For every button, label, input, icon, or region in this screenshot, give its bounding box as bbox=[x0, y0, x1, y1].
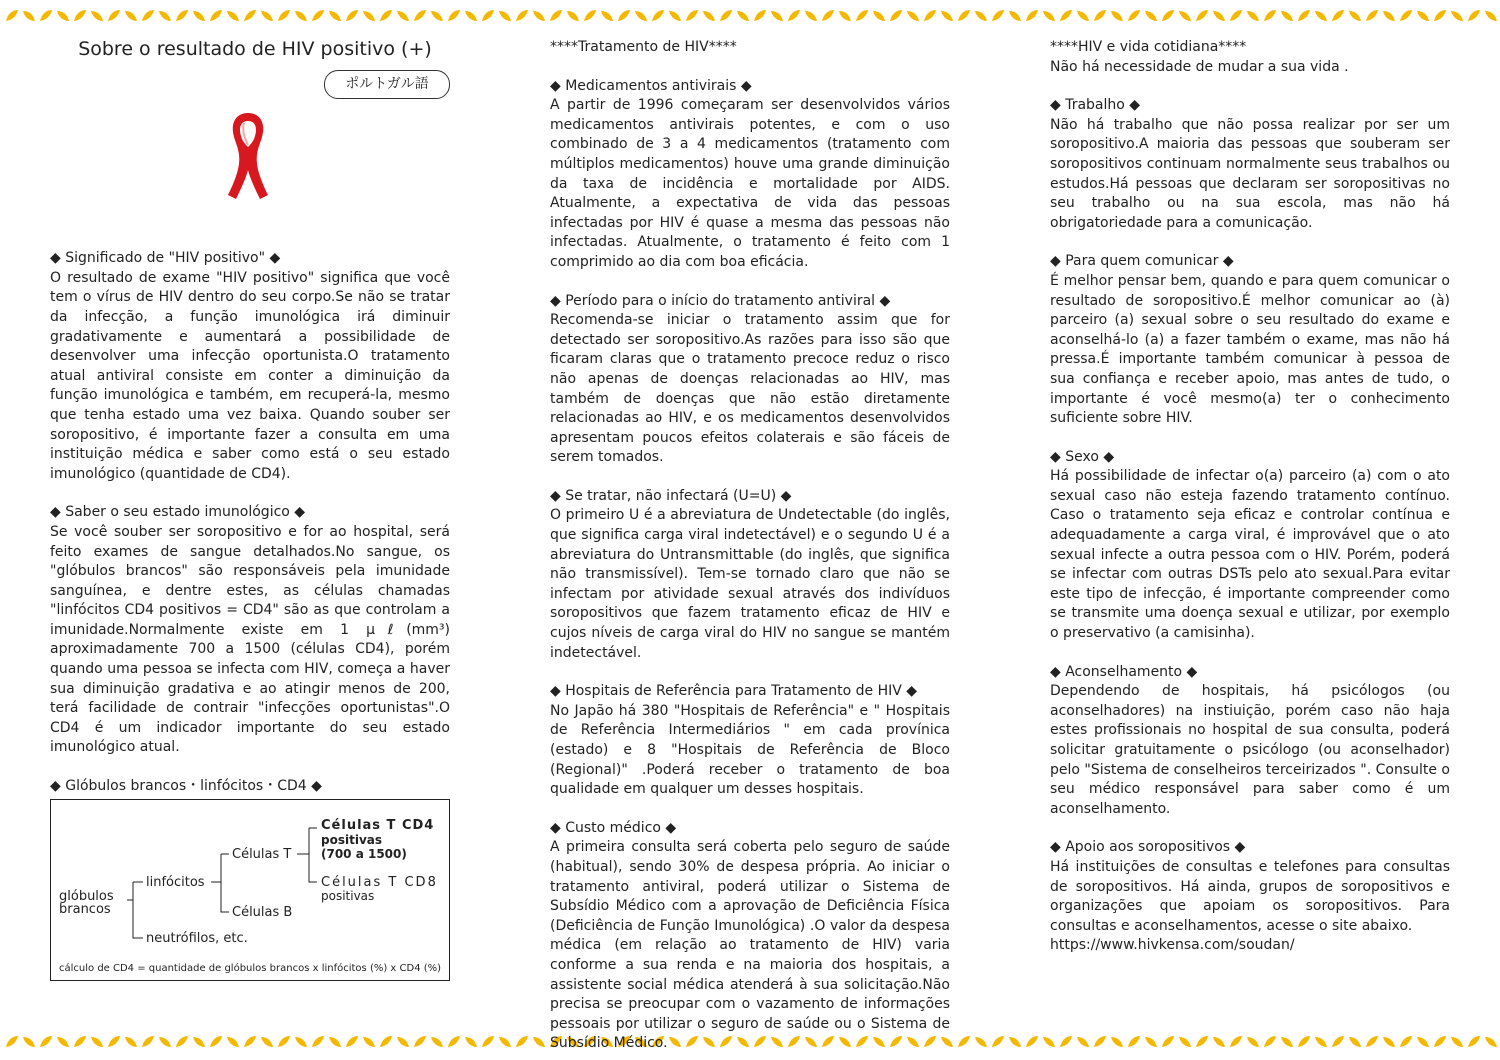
leaf-mark bbox=[397, 1037, 409, 1047]
leaf-mark bbox=[465, 1037, 477, 1047]
leaf-mark bbox=[1247, 11, 1259, 21]
leaf-mark bbox=[635, 11, 647, 21]
leaf-mark bbox=[1077, 1037, 1089, 1047]
leaf-mark bbox=[108, 1036, 120, 1047]
leaf-mark bbox=[1332, 1036, 1344, 1047]
leaf-mark bbox=[958, 1036, 970, 1047]
leaf-mark bbox=[788, 10, 800, 21]
leaf-mark bbox=[1366, 10, 1378, 21]
leaf-mark bbox=[1213, 11, 1225, 21]
leaf-mark bbox=[57, 11, 69, 21]
leaf-mark bbox=[278, 1036, 290, 1047]
leaf-mark bbox=[601, 11, 613, 21]
blood-cell-diagram bbox=[50, 799, 450, 981]
leaf-mark bbox=[941, 11, 953, 21]
leaf-mark bbox=[669, 11, 681, 21]
leaf-mark bbox=[1332, 10, 1344, 21]
leaf-mark bbox=[533, 11, 545, 21]
leaf-mark bbox=[1349, 11, 1361, 21]
column-intro: Não há necessidade de mudar a sua vida . bbox=[1050, 58, 1349, 75]
leaf-mark bbox=[1213, 1037, 1225, 1047]
leaf-mark bbox=[1077, 11, 1089, 21]
leaf-mark bbox=[244, 10, 256, 21]
leaf-mark bbox=[839, 11, 851, 21]
leaf-mark bbox=[1349, 1037, 1361, 1047]
column-daily-life bbox=[1050, 38, 1450, 956]
leaf-mark bbox=[261, 1037, 273, 1047]
diagram-label-celulas-b: Células B bbox=[232, 904, 293, 920]
leaf-mark bbox=[754, 10, 766, 21]
section-body: A primeira consulta será coberta pelo seguro de saúde (habitual), sendo 30% de despesa própria. Ao iniciar o tratamento antiviral, poderá utilizar o Sistema de Subsídio Médico com a aprovação de Deficiência Física (Deficiência de Função Imunológica) .O valor da despesa médica (em relação ao tratamento de HIV) varia conforme a sua renda e na maioria dos hospitais, a assistente social médica atenderá à sua solicitação.Não precisa se preocupar com o vazamento de informações pessoais por utilizar o seguro de saúde ou o Sistema de Subsídio Médico. bbox=[550, 839, 950, 1052]
diagram-label-celulas-t: Células T bbox=[232, 846, 292, 862]
section-heading: ◆ Período para o início do tratamento antiviral ◆ bbox=[550, 292, 891, 309]
section-heading: ◆ Trabalho ◆ bbox=[1050, 97, 1141, 114]
leaf-mark bbox=[312, 1036, 324, 1047]
leaf-mark bbox=[312, 10, 324, 21]
leaf-mark bbox=[975, 1037, 987, 1047]
leaf-mark bbox=[278, 10, 290, 21]
leaf-mark bbox=[125, 11, 137, 21]
section-body: Não há trabalho que não possa realizar por ser um soropositivo.A maioria das pessoas que souberam ser soropositivos continuam normalmente seus trabalhos ou estudos.Há pessoas que declaram ser soropositivas no seu trabalho ou na sua escola, mas não há obrigatoriedade para a comunicação. bbox=[1050, 116, 1450, 231]
leaf-mark bbox=[1094, 10, 1106, 21]
section-heading: ◆ Saber o seu estado imunológico ◆ bbox=[50, 504, 306, 521]
leaf-mark bbox=[907, 11, 919, 21]
leaf-mark bbox=[244, 1036, 256, 1047]
leaf-mark bbox=[1111, 11, 1123, 21]
leaf-mark bbox=[397, 11, 409, 21]
leaf-mark bbox=[1145, 11, 1157, 21]
leaf-mark bbox=[91, 1037, 103, 1047]
leaf-mark bbox=[975, 11, 987, 21]
leaf-mark bbox=[873, 11, 885, 21]
column-title: ****HIV e vida cotidiana**** bbox=[1050, 39, 1247, 55]
section-body: É melhor pensar bem, quando e para quem comunicar o resultado de soropositivo.É melhor comunicar ao (à) parceiro (a) sexual sobre o seu resultado do exame e aconselhá-lo (a) a fazer também o exame, mas não há pressa.É importante também comunicar à pessoa de sua confiança e receber apoio, mas antes de tudo, o importante é você mesmo(a) ter o conhecimento suficiente sobre HIV. bbox=[1050, 272, 1450, 427]
column-hiv-treatment bbox=[550, 38, 950, 1054]
language-badge: ポルトガル語 bbox=[324, 70, 450, 100]
leaf-mark bbox=[822, 10, 834, 21]
leaf-mark bbox=[159, 11, 171, 21]
leaf-mark bbox=[57, 1037, 69, 1047]
leaf-mark bbox=[771, 11, 783, 21]
leaf-mark bbox=[448, 10, 460, 21]
leaf-mark bbox=[176, 1036, 188, 1047]
leaf-mark bbox=[1281, 1037, 1293, 1047]
leaf-mark bbox=[414, 10, 426, 21]
leaf-mark bbox=[465, 11, 477, 21]
section-body: O primeiro U é a abreviatura de Undetectable (do inglês, que significa carga viral indetectável) e o segundo U é a abreviatura do Untransmittable (do inglês, que significa não transmissível). Tem-se tornado claro que não se infectam por atividade sexual através dos indivíduos soropositivos que fazem tratamento eficaz de HIV e cujos níveis de carga viral do HIV no sangue se mantém indetectável. bbox=[550, 507, 950, 661]
leaf-mark bbox=[499, 1037, 511, 1047]
diagram-label-cd4: Células T CD4 bbox=[321, 817, 435, 833]
leaf-mark bbox=[1128, 10, 1140, 21]
leaf-mark bbox=[40, 10, 52, 21]
leaf-mark bbox=[91, 11, 103, 21]
leaf-mark bbox=[1179, 11, 1191, 21]
leaf-mark bbox=[1179, 1037, 1191, 1047]
leaf-mark bbox=[193, 1037, 205, 1047]
support-url-link[interactable]: https://www.hivkensa.com/soudan/ bbox=[1050, 937, 1295, 954]
leaf-mark bbox=[1366, 1036, 1378, 1047]
leaf-mark bbox=[1485, 11, 1497, 21]
leaf-mark bbox=[1264, 1036, 1276, 1047]
leaf-mark bbox=[380, 1036, 392, 1047]
leaf-mark bbox=[1060, 10, 1072, 21]
leaf-mark bbox=[1383, 11, 1395, 21]
leaf-mark bbox=[1043, 1037, 1055, 1047]
leaf-mark bbox=[227, 11, 239, 21]
leaf-mark bbox=[1434, 10, 1446, 21]
column-hiv-positive bbox=[50, 38, 450, 981]
leaf-mark bbox=[380, 10, 392, 21]
section-body: Dependendo de hospitais, há psicólogos (ou aconselhadores) na instiuição, porém caso não haja estes profissionais no hospital de sua consulta, poderá solicitar gratuitamente o psicólogo (ou aconselhador) pelo "Sistema de conselheiros terceirizados ". Consulte o seu médico responsável para saber como é um aconselhamento. bbox=[1050, 683, 1450, 817]
leaf-mark bbox=[1111, 1037, 1123, 1047]
ribbon-area bbox=[50, 99, 450, 249]
leaf-mark bbox=[1247, 1037, 1259, 1047]
leaf-mark bbox=[1162, 1036, 1174, 1047]
leaf-mark bbox=[1485, 1037, 1497, 1047]
leaf-mark bbox=[924, 10, 936, 21]
leaf-mark bbox=[193, 11, 205, 21]
leaf-mark bbox=[1400, 1036, 1412, 1047]
leaf-mark bbox=[499, 11, 511, 21]
section-body: O resultado de exame "HIV positivo" significa que você tem o vírus de HIV dentro do seu corpo.Se não se tratar da infecção, a função imunológica irá diminuir gradativamente e aumentará a possibilidade de desenvolver uma infecção oportunista.O tratamento atual antiviral consiste em conter a diminuição da função imunológica e também, em recuperá-la, mesmo que tenha estado uma vez baixa. Quando souber ser soropositivo, é importante fazer a consulta em uma instituição médica e saber como está o seu estado imunológico (quantidade de CD4). bbox=[50, 269, 450, 482]
leaf-mark bbox=[550, 10, 562, 21]
leaf-mark bbox=[1451, 1037, 1463, 1047]
leaf-mark bbox=[1009, 11, 1021, 21]
leaf-mark bbox=[1009, 1037, 1021, 1047]
leaf-mark bbox=[346, 1036, 358, 1047]
red-ribbon-icon bbox=[216, 107, 280, 201]
leaf-mark bbox=[142, 1036, 154, 1047]
section-body: Há possibilidade de infectar o(a) parceiro (a) com o ato sexual caso não esteja fazendo tratamento contínuo. Caso o tratamento seja eficaz e controlar contínua e adequadamente a carga viral, é improvável que o ato sexual infecte a outra pessoa com o HIV. Porém, poderá se infectar com outras DSTs pelo ato sexual.Para evitar este tipo de infecção, é importante compreender como se transmite uma doença sexual e utilizar, por exemplo o preservativo (a camisinha). bbox=[1050, 468, 1450, 642]
leaf-mark bbox=[261, 11, 273, 21]
leaf-mark bbox=[1230, 10, 1242, 21]
leaf-mark bbox=[1196, 10, 1208, 21]
diagram-label-cd4-range: (700 a 1500) bbox=[321, 846, 407, 861]
leaf-mark bbox=[159, 1037, 171, 1047]
section-heading: ◆ Sexo ◆ bbox=[1050, 448, 1115, 465]
leaf-mark bbox=[805, 11, 817, 21]
leaf-mark bbox=[856, 10, 868, 21]
leaf-mark bbox=[567, 11, 579, 21]
leaf-mark bbox=[108, 10, 120, 21]
leaf-mark bbox=[618, 10, 630, 21]
leaf-mark bbox=[40, 1036, 52, 1047]
page-title: Sobre o resultado de HIV positivo (+) bbox=[78, 38, 432, 60]
leaf-mark bbox=[1468, 1036, 1480, 1047]
leaf-mark bbox=[1196, 1036, 1208, 1047]
leaf-mark bbox=[1417, 1037, 1429, 1047]
leaf-mark bbox=[431, 11, 443, 21]
leaf-mark bbox=[74, 1036, 86, 1047]
leaf-mark bbox=[1230, 1036, 1242, 1047]
leaf-mark bbox=[1043, 11, 1055, 21]
column-title: ****Tratamento de HIV**** bbox=[550, 39, 737, 55]
leaf-mark bbox=[227, 1037, 239, 1047]
leaf-mark bbox=[210, 10, 222, 21]
leaf-mark bbox=[23, 1037, 35, 1047]
leaf-mark bbox=[1315, 11, 1327, 21]
diagram-label-brancos: brancos bbox=[59, 901, 111, 917]
section-body: Recomenda-se iniciar o tratamento assim que for detectado ser soropositivo.As razões para isso são que ficaram claras que o tratamento precoce reduz o risco não apenas de doenças relacionadas ao HIV, mas também de doenças que não estão diretamente relacionadas ao HIV, e os medicamentos desenvolvidos apresentam poucos efeitos colaterais e são fáceis de serem tomados. bbox=[550, 312, 950, 466]
leaf-mark bbox=[1026, 10, 1038, 21]
diagram-label-cd8-positivas: positivas bbox=[321, 888, 375, 903]
diagram-label-linfocitos: linfócitos bbox=[146, 874, 205, 890]
leaf-mark bbox=[584, 10, 596, 21]
leaf-mark bbox=[1400, 10, 1412, 21]
leaf-mark bbox=[992, 1036, 1004, 1047]
section-heading: ◆ Aconselhamento ◆ bbox=[1050, 663, 1198, 680]
leaf-mark bbox=[958, 10, 970, 21]
section-body: Se você souber ser soropositivo e for ao hospital, será feito exames de sangue detalhados.No sangue, os "glóbulos brancos" são responsáveis pela imunidade sanguínea, e dentre estes, as células chamadas "linfócitos CD4 positivos = CD4" são as que controlam a imunidade.Normalmente existe em 1 μℓ(mm³) aproximadamente 700 a 1500 (células CD4), porém quando uma pessoa se infecta com HIV, começa a haver sua diminuição gradativa e ao atingir menos de 200, terá facilidade de contrair "infecções oportunistas".O CD4 é um indicador importante do seu estado imunológico atual. bbox=[50, 523, 450, 756]
diagram-label-cd4-positivas: positivas bbox=[321, 832, 383, 847]
diagram-label-neutrofilos: neutrófilos, etc. bbox=[146, 930, 248, 946]
leaf-mark bbox=[363, 11, 375, 21]
leaf-mark bbox=[23, 11, 35, 21]
leaf-mark bbox=[1060, 1036, 1072, 1047]
section-body: No Japão há 380 "Hospitais de Referência" e " Hospitais de Referência Intermediários " em cada provínica (estado) e 8 "Hospitais de Referência de Bloco (Regional)" .Poderá receber o tratamento de boa qualidade em qualquer um desses hospitais. bbox=[550, 702, 950, 798]
leaf-mark bbox=[1094, 1036, 1106, 1047]
leaf-mark bbox=[1468, 10, 1480, 21]
leaf-mark bbox=[686, 10, 698, 21]
leaf-mark bbox=[295, 1037, 307, 1047]
leaf-mark bbox=[210, 1036, 222, 1047]
leaf-mark bbox=[1162, 10, 1174, 21]
section-heading: ◆ Medicamentos antivirais ◆ bbox=[550, 77, 752, 94]
leaf-mark bbox=[431, 1037, 443, 1047]
leaf-mark bbox=[125, 1037, 137, 1047]
section-heading: ◆ Significado de "HIV positivo" ◆ bbox=[50, 250, 281, 267]
leaf-mark bbox=[329, 1037, 341, 1047]
diagram-label-cd8: Células T CD8 bbox=[321, 874, 438, 890]
section-heading: ◆ Para quem comunicar ◆ bbox=[1050, 253, 1234, 270]
leaf-mark bbox=[1145, 1037, 1157, 1047]
leaf-mark bbox=[1434, 1036, 1446, 1047]
leaf-mark bbox=[329, 11, 341, 21]
leaf-mark bbox=[516, 10, 528, 21]
section-heading: ◆ Glóbulos brancos・linfócitos・CD4 ◆ bbox=[50, 778, 322, 795]
leaf-mark bbox=[1264, 10, 1276, 21]
leaf-mark bbox=[482, 10, 494, 21]
leaf-mark bbox=[1281, 11, 1293, 21]
section-heading: ◆ Custo médico ◆ bbox=[550, 819, 677, 836]
section-body: A partir de 1996 começaram ser desenvolvidos vários medicamentos antivirais potentes, e com o uso combinado de 3 a 4 medicamentos (tratamento com múltiplos medicamentos) houve uma grande diminuição da taxa de incidência e mortalidade por AIDS. Atualmente, a expectativa de vida das pessoas infectadas por HIV é quase a mesma das pessoas não infectadas. Atualmente, o tratamento é feito com 1 comprimido ao dia com boa eficácia. bbox=[550, 97, 950, 270]
leaf-mark bbox=[890, 10, 902, 21]
leaf-mark bbox=[992, 10, 1004, 21]
leaf-mark bbox=[1026, 1036, 1038, 1047]
leaf-mark bbox=[448, 1036, 460, 1047]
section-body: Há instituições de consultas e telefones para consultas de soropositivos. Há ainda, grupos de soropositivos e organizações que apoiam os soropositivos. Para consultas e aconselhamentos, acesse o site abaixo. bbox=[1050, 858, 1450, 934]
leaf-mark bbox=[737, 11, 749, 21]
leaf-mark bbox=[1451, 11, 1463, 21]
leaf-mark bbox=[482, 1036, 494, 1047]
diagram-formula: cálculo de CD4 = quantidade de glóbulos brancos x linfócitos (%) x CD4 (%) bbox=[59, 962, 442, 974]
leaf-mark bbox=[363, 1037, 375, 1047]
section-heading: ◆ Apoio aos soropositivos ◆ bbox=[1050, 839, 1246, 856]
leaf-mark bbox=[1417, 11, 1429, 21]
leaf-mark bbox=[1128, 1036, 1140, 1047]
leaf-mark bbox=[703, 11, 715, 21]
leaf-mark bbox=[6, 10, 18, 21]
leaf-mark bbox=[516, 1036, 528, 1047]
leaf-mark bbox=[6, 1036, 18, 1047]
leaf-mark bbox=[1298, 1036, 1310, 1047]
leaf-mark bbox=[652, 10, 664, 21]
leaf-mark bbox=[1298, 10, 1310, 21]
leaf-mark bbox=[1315, 1037, 1327, 1047]
leaf-mark bbox=[533, 1037, 545, 1047]
leaf-mark bbox=[414, 1036, 426, 1047]
leaf-mark bbox=[142, 10, 154, 21]
leaf-mark bbox=[74, 10, 86, 21]
diagram-label-globulos: glóbulos bbox=[59, 888, 114, 904]
section-heading: ◆ Se tratar, não infectará (U=U) ◆ bbox=[550, 487, 792, 504]
leaf-mark bbox=[295, 11, 307, 21]
leaf-mark bbox=[1383, 1037, 1395, 1047]
top-leaf-border bbox=[0, 6, 1500, 26]
leaf-mark bbox=[176, 10, 188, 21]
leaf-mark bbox=[720, 10, 732, 21]
section-heading: ◆ Hospitais de Referência para Tratamento de HIV ◆ bbox=[550, 683, 918, 700]
leaf-mark bbox=[346, 10, 358, 21]
